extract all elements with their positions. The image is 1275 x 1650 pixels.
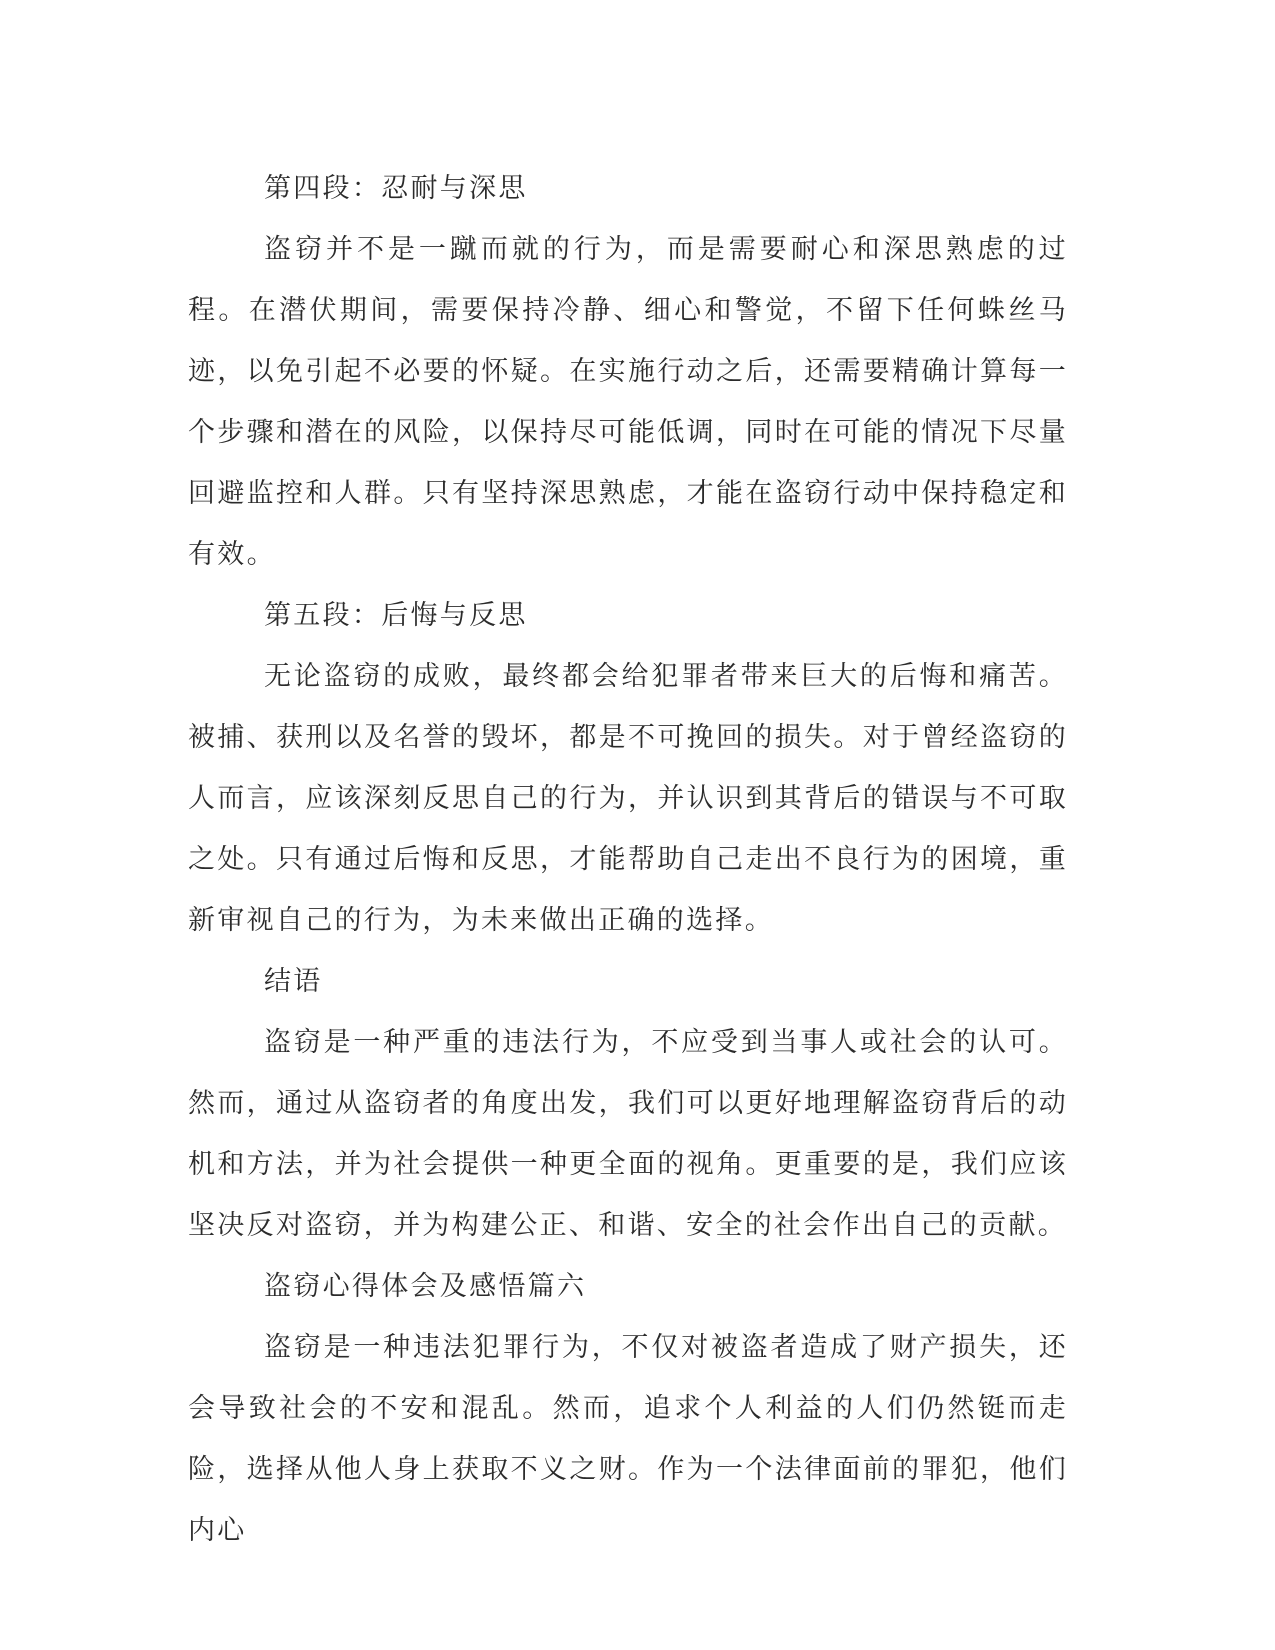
section-heading-5: 第五段：后悔与反思	[264, 600, 528, 631]
conclusion-heading: 结语	[264, 966, 323, 997]
conclusion-paragraph: 盗窃是一种严重的违法行为，不应受到当事人或社会的认可。然而，通过从盗窃者的角度出发，我们可以更好地理解盗窃背后的动机和方法，并为社会提供一种更全面的视角。更重要的是，我们应该坚决反对盗窃，并为构建公正、和谐、安全的社会作出自己的贡献。	[188, 1027, 1068, 1241]
section-heading-4: 第四段：忍耐与深思	[264, 173, 528, 204]
document-body	[188, 158, 1068, 1561]
section-paragraph-4: 盗窃并不是一蹴而就的行为，而是需要耐心和深思熟虑的过程。在潜伏期间，需要保持冷静、细心和警觉，不留下任何蛛丝马迹，以免引起不必要的怀疑。在实施行动之后，还需要精确计算每一个步骤和潜在的风险，以保持尽可能低调，同时在可能的情况下尽量回避监控和人群。只有坚持深思熟虑，才能在盗窃行动中保持稳定和有效。	[188, 234, 1068, 570]
article-six-paragraph: 盗窃是一种违法犯罪行为，不仅对被盗者造成了财产损失，还会导致社会的不安和混乱。然而，追求个人利益的人们仍然铤而走险，选择从他人身上获取不义之财。作为一个法律面前的罪犯，他们内心	[188, 1332, 1068, 1546]
section-paragraph-5: 无论盗窃的成败，最终都会给犯罪者带来巨大的后悔和痛苦。被捕、获刑以及名誉的毁坏，都是不可挽回的损失。对于曾经盗窃的人而言，应该深刻反思自己的行为，并认识到其背后的错误与不可取之处。只有通过后悔和反思，才能帮助自己走出不良行为的困境，重新审视自己的行为，为未来做出正确的选择。	[188, 661, 1068, 936]
article-six-title: 盗窃心得体会及感悟篇六	[264, 1271, 587, 1302]
